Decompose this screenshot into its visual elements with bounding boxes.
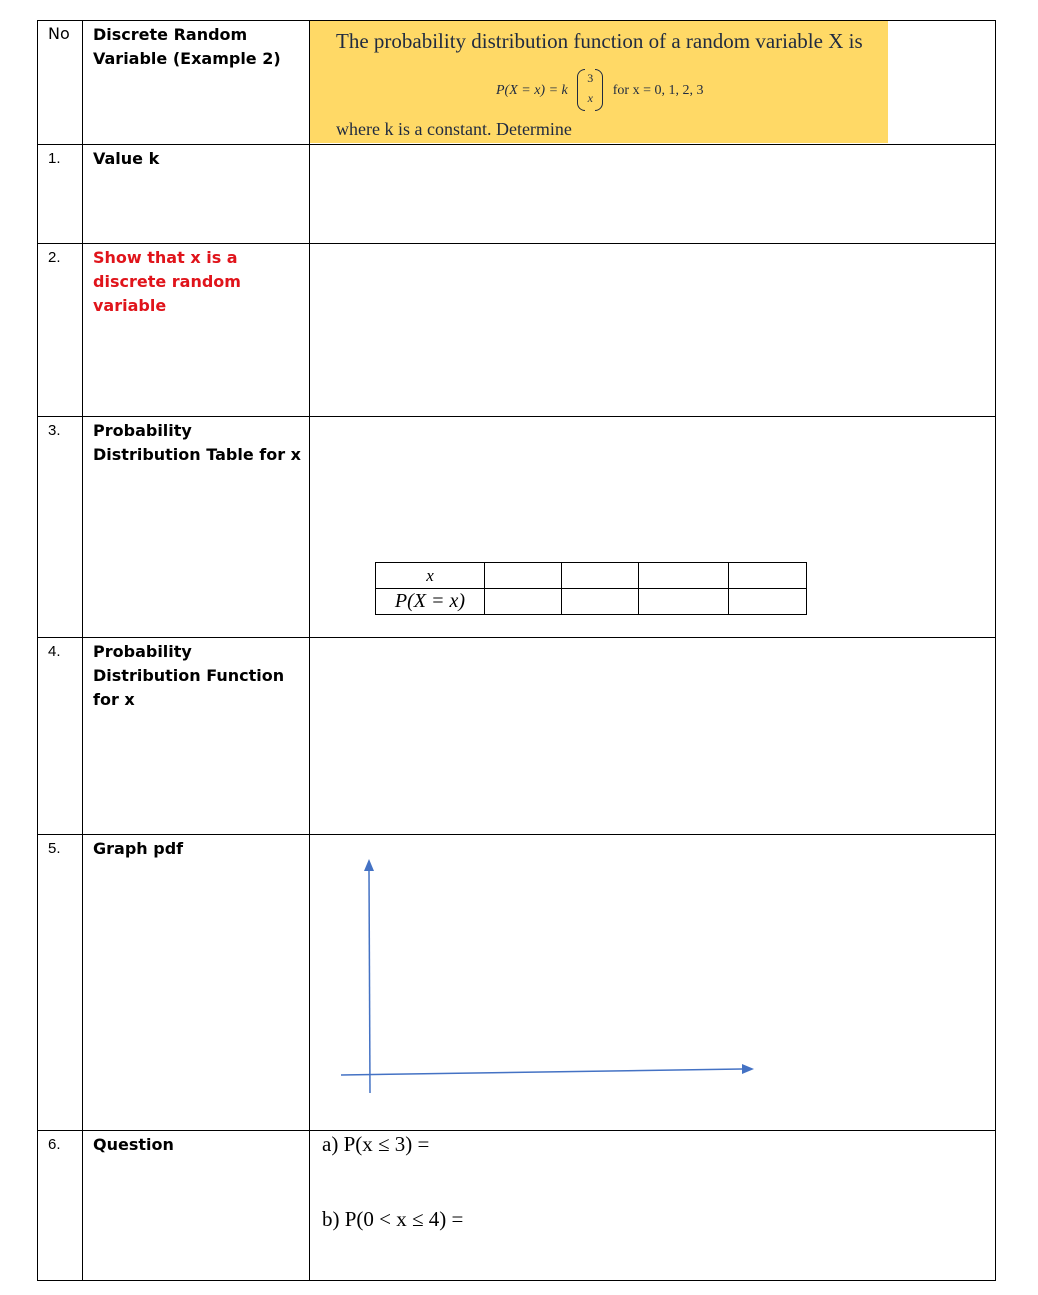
row-number: 4.: [38, 638, 83, 835]
worksheet-table: [37, 20, 996, 1281]
formula-rhs: for x = 0, 1, 2, 3: [612, 83, 704, 99]
row-6: [38, 1131, 996, 1281]
question-cell: [310, 21, 996, 145]
binom-k: x: [587, 91, 593, 105]
row-5: [38, 835, 996, 1131]
row-1: [38, 145, 996, 244]
answer-cell-5[interactable]: [310, 835, 996, 1131]
worksheet: [37, 20, 995, 1281]
row-label: Probability Distribution Function for x: [83, 638, 310, 835]
x-axis-arrow-icon: [742, 1064, 754, 1074]
row-number: 6.: [38, 1131, 83, 1281]
graph-axes: [310, 835, 996, 1129]
question-a: a) P(x ≤ 3) =: [322, 1132, 430, 1156]
answer-cell-4[interactable]: [310, 638, 996, 835]
header-title: Discrete Random Variable (Example 2): [83, 21, 310, 145]
row-label: Show that x is a discrete random variable: [83, 244, 310, 417]
answer-cell-6[interactable]: [310, 1131, 996, 1281]
binomial-coefficient: [577, 69, 603, 113]
dist-cell[interactable]: [562, 563, 639, 589]
dist-header-x: x: [376, 563, 485, 589]
formula-lhs: P(X = x) = k: [496, 83, 568, 99]
x-axis: [341, 1069, 742, 1075]
question-tail: where k is a constant. Determine: [336, 119, 572, 139]
question-formula: [496, 69, 703, 113]
row-number: 1.: [38, 145, 83, 244]
question-b: b) P(0 < x ≤ 4) =: [322, 1207, 464, 1231]
question-intro: The probability distribution function of a random variable X is: [336, 29, 863, 53]
answer-cell-1[interactable]: [310, 145, 996, 244]
binom-n: 3: [587, 71, 594, 85]
row-label: Probability Distribution Table for x: [83, 417, 310, 638]
header-row: [38, 21, 996, 145]
header-no: No: [38, 21, 83, 145]
dist-cell[interactable]: [485, 563, 562, 589]
row-3: [38, 417, 996, 638]
row-4: [38, 638, 996, 835]
row-label: Value k: [83, 145, 310, 244]
dist-cell[interactable]: [729, 563, 807, 589]
row-number: 5.: [38, 835, 83, 1131]
row-number: 3.: [38, 417, 83, 638]
y-axis: [369, 871, 370, 1093]
y-axis-arrow-icon: [364, 859, 374, 871]
answer-cell-3[interactable]: [310, 417, 996, 638]
row-2: [38, 244, 996, 417]
row-number: 2.: [38, 244, 83, 417]
dist-header-px: P(X = x): [376, 589, 485, 615]
answer-cell-2[interactable]: [310, 244, 996, 417]
dist-cell[interactable]: [485, 589, 562, 615]
dist-cell[interactable]: [729, 589, 807, 615]
row-label: Question: [83, 1131, 310, 1281]
row-label: Graph pdf: [83, 835, 310, 1131]
dist-cell[interactable]: [639, 589, 729, 615]
dist-cell[interactable]: [639, 563, 729, 589]
dist-cell[interactable]: [562, 589, 639, 615]
distribution-table: [375, 562, 807, 615]
